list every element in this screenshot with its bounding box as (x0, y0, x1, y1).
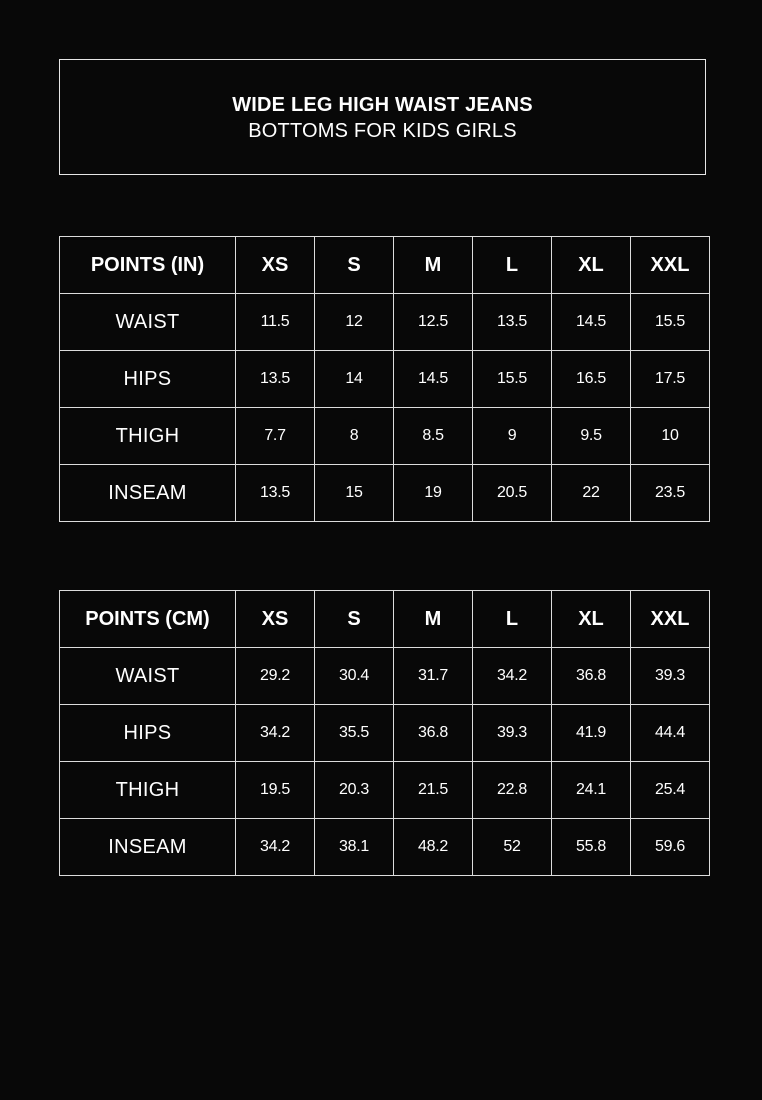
size-header-l: L (473, 591, 552, 648)
measurement-cell: 52 (473, 819, 552, 876)
measurement-cell: 10 (631, 408, 710, 465)
table-header-row (60, 237, 710, 294)
point-label: WAIST (60, 294, 236, 351)
measurement-cell: 55.8 (552, 819, 631, 876)
measurement-cell: 34.2 (473, 648, 552, 705)
measurement-cell: 22.8 (473, 762, 552, 819)
size-header-m: M (394, 237, 473, 294)
size-header-m: M (394, 591, 473, 648)
table-row (60, 648, 710, 705)
measurement-cell: 34.2 (236, 819, 315, 876)
measurement-cell: 30.4 (315, 648, 394, 705)
measurement-cell: 14.5 (552, 294, 631, 351)
measurement-cell: 39.3 (473, 705, 552, 762)
points-heading: POINTS (CM) (60, 591, 236, 648)
point-label: THIGH (60, 762, 236, 819)
measurement-cell: 20.3 (315, 762, 394, 819)
measurement-cell: 19 (394, 465, 473, 522)
size-header-s: S (315, 591, 394, 648)
measurement-cell: 17.5 (631, 351, 710, 408)
measurement-cell: 36.8 (394, 705, 473, 762)
title-box (59, 59, 706, 175)
measurement-cell: 16.5 (552, 351, 631, 408)
size-header-xxl: XXL (631, 591, 710, 648)
measurement-cell: 14 (315, 351, 394, 408)
table-row (60, 294, 710, 351)
size-header-s: S (315, 237, 394, 294)
measurement-cell: 23.5 (631, 465, 710, 522)
size-header-xs: XS (236, 237, 315, 294)
measurement-cell: 34.2 (236, 705, 315, 762)
point-label: INSEAM (60, 819, 236, 876)
size-header-l: L (473, 237, 552, 294)
table-row (60, 705, 710, 762)
measurement-cell: 21.5 (394, 762, 473, 819)
table-row (60, 819, 710, 876)
measurement-cell: 13.5 (473, 294, 552, 351)
measurement-cell: 12 (315, 294, 394, 351)
table-row (60, 762, 710, 819)
measurement-cell: 29.2 (236, 648, 315, 705)
size-header-xxl: XXL (631, 237, 710, 294)
measurement-cell: 12.5 (394, 294, 473, 351)
measurement-cell: 14.5 (394, 351, 473, 408)
measurement-cell: 48.2 (394, 819, 473, 876)
point-label: THIGH (60, 408, 236, 465)
size-table-centimeters (59, 590, 710, 876)
measurement-cell: 15 (315, 465, 394, 522)
point-label: HIPS (60, 351, 236, 408)
measurement-cell: 13.5 (236, 465, 315, 522)
table-row (60, 351, 710, 408)
size-header-xs: XS (236, 591, 315, 648)
size-table-inches (59, 236, 710, 522)
size-header-xl: XL (552, 237, 631, 294)
measurement-cell: 20.5 (473, 465, 552, 522)
table-row (60, 408, 710, 465)
page-title: WIDE LEG HIGH WAIST JEANS (232, 94, 533, 116)
point-label: WAIST (60, 648, 236, 705)
measurement-cell: 15.5 (473, 351, 552, 408)
measurement-cell: 24.1 (552, 762, 631, 819)
table-header-row (60, 591, 710, 648)
measurement-cell: 41.9 (552, 705, 631, 762)
measurement-cell: 15.5 (631, 294, 710, 351)
page-subtitle: BOTTOMS FOR KIDS GIRLS (248, 120, 517, 142)
measurement-cell: 38.1 (315, 819, 394, 876)
measurement-cell: 35.5 (315, 705, 394, 762)
measurement-cell: 19.5 (236, 762, 315, 819)
size-header-xl: XL (552, 591, 631, 648)
measurement-cell: 8 (315, 408, 394, 465)
measurement-cell: 9.5 (552, 408, 631, 465)
point-label: INSEAM (60, 465, 236, 522)
measurement-cell: 13.5 (236, 351, 315, 408)
measurement-cell: 8.5 (394, 408, 473, 465)
measurement-cell: 31.7 (394, 648, 473, 705)
points-heading: POINTS (IN) (60, 237, 236, 294)
point-label: HIPS (60, 705, 236, 762)
measurement-cell: 59.6 (631, 819, 710, 876)
measurement-cell: 11.5 (236, 294, 315, 351)
measurement-cell: 9 (473, 408, 552, 465)
measurement-cell: 7.7 (236, 408, 315, 465)
table-row (60, 465, 710, 522)
measurement-cell: 39.3 (631, 648, 710, 705)
measurement-cell: 36.8 (552, 648, 631, 705)
measurement-cell: 25.4 (631, 762, 710, 819)
measurement-cell: 44.4 (631, 705, 710, 762)
measurement-cell: 22 (552, 465, 631, 522)
